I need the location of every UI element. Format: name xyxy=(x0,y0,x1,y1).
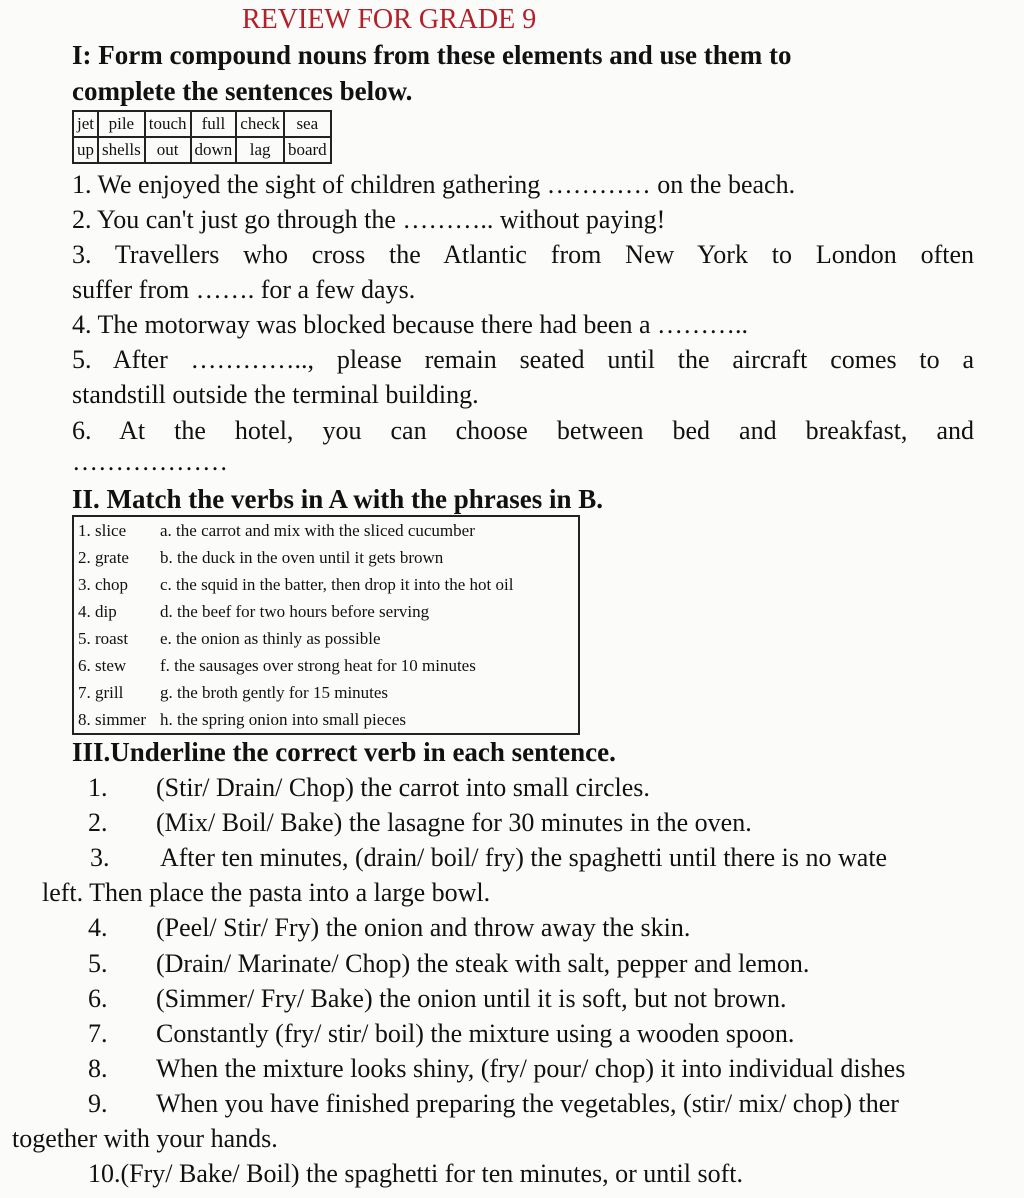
item-number: 5. xyxy=(88,949,108,978)
item-number: 1. xyxy=(88,773,108,802)
item-number: 9. xyxy=(88,1089,108,1118)
verb: 6. stew xyxy=(78,656,127,675)
table-cell: lag xyxy=(236,137,284,163)
table-cell: down xyxy=(191,137,237,163)
match-row xyxy=(78,710,406,730)
verb: 1. slice xyxy=(78,521,127,540)
table-cell: jet xyxy=(73,111,98,137)
match-row xyxy=(78,683,388,703)
sentence-3-cont: suffer from ……. for a few days. xyxy=(72,275,416,304)
item-number: 8. xyxy=(88,1054,108,1083)
section1-heading-line2: complete the sentences below. xyxy=(72,76,413,106)
sentence-3: 3. Travellers who cross the Atlantic from New York to London often xyxy=(72,240,974,269)
item-number: 7. xyxy=(88,1019,108,1048)
matching-table xyxy=(72,515,580,735)
match-row xyxy=(78,656,476,676)
sentence-1: 1. We enjoyed the sight of children gathering ………… on the beach. xyxy=(72,170,796,199)
item-number: 2. xyxy=(88,808,108,837)
compound-elements-table xyxy=(72,110,332,164)
verb: 2. grate xyxy=(78,548,129,567)
phrase: d. the beef for two hours before serving xyxy=(160,602,430,621)
section2-heading: II. Match the verbs in A with the phrases in B. xyxy=(72,484,604,514)
item-text: When you have finished preparing the vegetables, (stir/ mix/ chop) ther xyxy=(156,1089,899,1118)
item-text: (Stir/ Drain/ Chop) the carrot into small circles. xyxy=(156,773,650,802)
item-text: Constantly (fry/ stir/ boil) the mixture using a wooden spoon. xyxy=(156,1019,795,1048)
item-text: (Drain/ Marinate/ Chop) the steak with salt, pepper and lemon. xyxy=(156,949,810,978)
verb: 3. chop xyxy=(78,575,129,594)
table-row xyxy=(73,111,331,137)
table-cell: shells xyxy=(98,137,145,163)
item-number: 3. xyxy=(90,843,110,872)
item-text: 10.(Fry/ Bake/ Boil) the spaghetti for ten minutes, or until soft. xyxy=(88,1159,743,1188)
phrase: b. the duck in the oven until it gets brown xyxy=(160,548,444,567)
table-cell: out xyxy=(145,137,191,163)
sentence-5: 5. After ………….., please remain seated until the aircraft comes to a xyxy=(72,345,974,374)
match-row xyxy=(78,521,475,541)
item-text: After ten minutes, (drain/ boil/ fry) the spaghetti until there is no wate xyxy=(160,843,888,872)
item-number: 4. xyxy=(88,913,108,942)
item-number: 6. xyxy=(88,984,108,1013)
verb: 4. dip xyxy=(78,602,117,621)
section3-heading: III.Underline the correct verb in each sentence. xyxy=(72,737,616,767)
match-row xyxy=(78,602,429,622)
item-text: (Simmer/ Fry/ Bake) the onion until it is soft, but not brown. xyxy=(156,984,787,1013)
item-text-cont: left. Then place the pasta into a large bowl. xyxy=(42,878,491,907)
item-text: When the mixture looks shiny, (fry/ pour/ chop) it into individual dishes xyxy=(156,1054,906,1083)
verb: 8. simmer xyxy=(78,710,146,729)
item-text: (Mix/ Boil/ Bake) the lasagne for 30 minutes in the oven. xyxy=(156,808,752,837)
sentence-4: 4. The motorway was blocked because there had been a ……….. xyxy=(72,310,749,339)
page-title: REVIEW FOR GRADE 9 xyxy=(242,4,537,35)
phrase: g. the broth gently for 15 minutes xyxy=(160,683,389,702)
sentence-2: 2. You can't just go through the ……….. without paying! xyxy=(72,205,666,234)
section1-heading-line1: I: Form compound nouns from these elements and use them to xyxy=(72,40,792,70)
match-row xyxy=(78,629,381,649)
verb: 5. roast xyxy=(78,629,129,648)
table-row xyxy=(73,137,331,163)
verb: 7. grill xyxy=(78,683,124,702)
item-text: (Peel/ Stir/ Fry) the onion and throw away the skin. xyxy=(156,913,691,942)
table-cell: sea xyxy=(284,111,331,137)
table-cell: board xyxy=(284,137,331,163)
table-cell: check xyxy=(236,111,284,137)
table-cell: pile xyxy=(98,111,145,137)
table-cell: touch xyxy=(145,111,191,137)
phrase: c. the squid in the batter, then drop it into the hot oil xyxy=(160,575,514,594)
table-cell: full xyxy=(191,111,237,137)
sentence-6: 6. At the hotel, you can choose between bed and breakfast, and xyxy=(72,416,974,445)
sentence-5-cont: standstill outside the terminal building. xyxy=(72,380,479,409)
phrase: e. the onion as thinly as possible xyxy=(160,629,381,648)
phrase: a. the carrot and mix with the sliced cucumber xyxy=(160,521,475,540)
match-row xyxy=(78,575,513,595)
sentence-6-blank: ……………… xyxy=(72,447,228,476)
match-row xyxy=(78,548,443,568)
item-text-cont: together with your hands. xyxy=(12,1124,278,1153)
table-cell: up xyxy=(73,137,98,163)
phrase: h. the spring onion into small pieces xyxy=(160,710,406,729)
phrase: f. the sausages over strong heat for 10 minutes xyxy=(160,656,476,675)
